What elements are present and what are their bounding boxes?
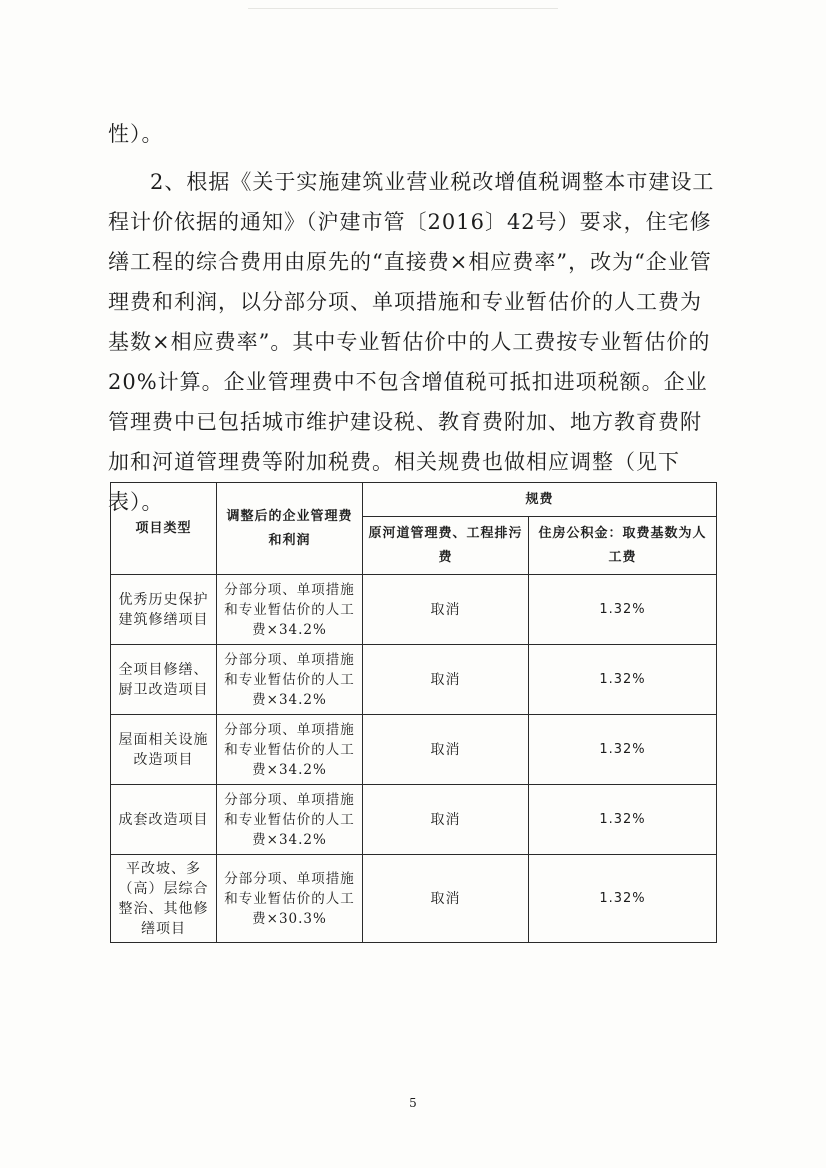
cell-project-type: 成套改造项目 [111,785,217,855]
table-row [111,715,717,785]
cell-management-fee: 分部分项、单项措施和专业暂估价的人工费×30.3% [217,855,363,943]
cell-project-type: 平改坡、多（高）层综合整治、其他修缮项目 [111,855,217,943]
scan-edge-line [248,8,558,9]
cell-management-fee: 分部分项、单项措施和专业暂估价的人工费×34.2% [217,715,363,785]
cell-project-type: 屋面相关设施改造项目 [111,715,217,785]
page-number: 5 [409,1096,417,1110]
cell-management-fee: 分部分项、单项措施和专业暂估价的人工费×34.2% [217,575,363,645]
paragraph-policy-adjustment: 2、根据《关于实施建筑业营业税改增值税调整本市建设工程计价依据的通知》（沪建市管〔2016〕42号）要求，住宅修缮工程的综合费用由原先的“直接费×相应费率”，改为“企业管理费和利润，以分部分项、单项措施和专业暂估价的人工费为基数×相应费率”。其中专业暂估价中的人工费按专业暂估价的20%计算。企业管理费中不包含增值税可抵扣进项税额。企业管理费中已包括城市维护建设税、教育费附加、地方教育费附加和河道管理费等附加税费。相关规费也做相应调整（见下表）。 [108,170,715,514]
cell-housing-fund: 1.32% [529,715,717,785]
cell-river-fee: 取消 [363,855,529,943]
table-row [111,855,717,943]
cell-project-type: 优秀历史保护建筑修缮项目 [111,575,217,645]
cell-project-type: 全项目修缮、厨卫改造项目 [111,645,217,715]
header-river-sewage-fee: 原河道管理费、工程排污费 [363,517,529,575]
cell-housing-fund: 1.32% [529,785,717,855]
fee-adjustment-table [110,482,717,943]
table-row [111,575,717,645]
cell-housing-fund: 1.32% [529,855,717,943]
cell-housing-fund: 1.32% [529,575,717,645]
table-row [111,645,717,715]
header-management-fee: 调整后的企业管理费和利润 [217,483,363,575]
cell-river-fee: 取消 [363,575,529,645]
cell-management-fee: 分部分项、单项措施和专业暂估价的人工费×34.2% [217,785,363,855]
cell-housing-fund: 1.32% [529,645,717,715]
header-housing-fund: 住房公积金：取费基数为人工费 [529,517,717,575]
cell-river-fee: 取消 [363,785,529,855]
cell-management-fee: 分部分项、单项措施和专业暂估价的人工费×34.2% [217,645,363,715]
table-row [111,785,717,855]
paragraph-continuation: 性）。 [108,122,164,146]
cell-river-fee: 取消 [363,645,529,715]
cell-river-fee: 取消 [363,715,529,785]
header-project-type: 项目类型 [111,483,217,575]
header-statutory-fees: 规费 [363,483,717,517]
